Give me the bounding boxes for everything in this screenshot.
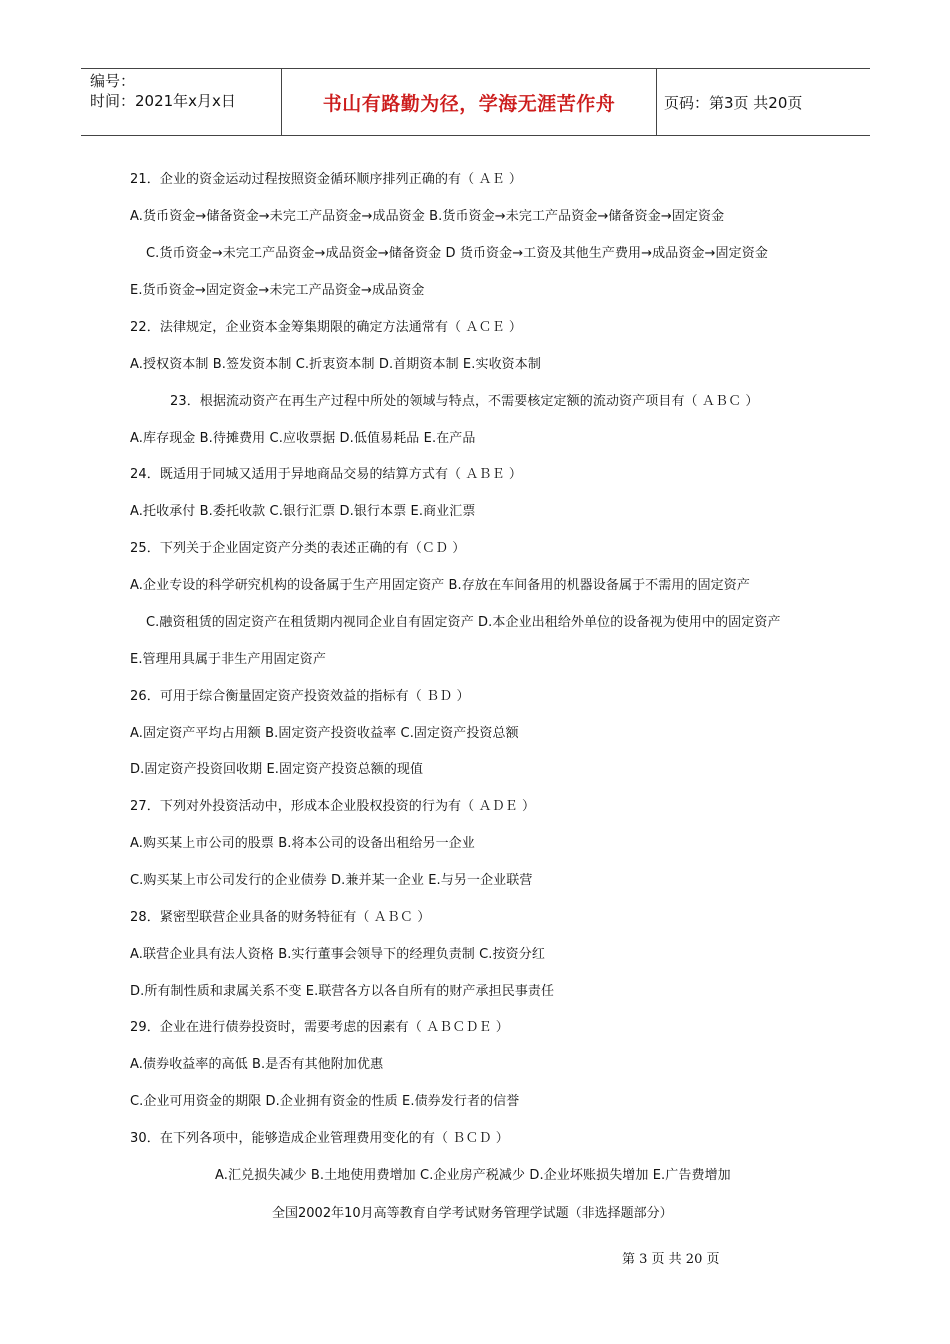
question-25: 25．下列关于企业固定资产分类的表述正确的有（ＣＤ ） — [130, 541, 466, 556]
date-label: 时间：2021年x月x日 — [90, 92, 236, 110]
header-info — [81, 69, 281, 135]
question-27-options-cde: C.购买某上市公司发行的企业债券 D.兼并某一企业 E.与另一企业联营 — [130, 873, 533, 888]
question-21-option-e: E.货币资金→固定资金→未完工产品资金→成品资金 — [130, 283, 425, 298]
question-25-options-cd: C.融资租赁的固定资产在租赁期内视同企业自有固定资产 D.本企业出租给外单位的设备视为使用中的固定资产 — [146, 615, 781, 630]
question-30: 30．在下列各项中，能够造成企业管理费用变化的有（ ＢＣＤ ） — [130, 1131, 509, 1146]
question-21-options-ab: A.货币资金→储备资金→未完工产品资金→成品资金 B.货币资金→未完工产品资金→储备资金→固定资金 — [130, 209, 725, 224]
question-30-options: A.汇兑损失减少 B.土地使用费增加 C.企业房产税减少 D.企业坏账损失增加 E.广告费增加 — [215, 1168, 731, 1183]
question-28: 28．紧密型联营企业具备的财务特征有（ ＡＢＣ ） — [130, 910, 431, 925]
question-27: 27．下列对外投资活动中，形成本企业股权投资的行为有（ ＡＤＥ ） — [130, 799, 536, 814]
question-29-options-ab: A.债券收益率的高低 B.是否有其他附加优惠 — [130, 1057, 384, 1072]
question-23: 23．根据流动资产在再生产过程中所处的领域与特点，不需要核定定额的流动资产项目有（ ＡＢＣ ） — [170, 394, 759, 409]
question-29: 29．企业在进行债券投资时，需要考虑的因素有（ ＡＢＣＤＥ ） — [130, 1020, 509, 1035]
page-header — [81, 68, 870, 136]
motto: 书山有路勤为径，学海无涯苦作舟 — [281, 69, 657, 135]
page-number-footer: 第 3 页 共 20 页 — [622, 1252, 720, 1267]
question-26-options-de: D.固定资产投资回收期 E.固定资产投资总额的现值 — [130, 762, 424, 777]
question-26: 26．可用于综合衡量固定资产投资效益的指标有（ ＢＤ ） — [130, 689, 470, 704]
question-28-options-abc: A.联营企业具有法人资格 B.实行董事会领导下的经理负责制 C.按资分红 — [130, 947, 545, 962]
question-28-options-de: D.所有制性质和隶属关系不变 E.联营各方以各自所有的财产承担民事责任 — [130, 984, 555, 999]
page-label: 页码：第3页 共20页 — [664, 93, 803, 112]
question-27-options-ab: A.购买某上市公司的股票 B.将本公司的设备出租给另一企业 — [130, 836, 475, 851]
question-25-options-ab: A.企业专设的科学研究机构的设备属于生产用固定资产 B.存放在车间备用的机器设备属于不需用的固定资产 — [130, 578, 750, 593]
exam-section-title: 全国2002年10月高等教育自学考试财务管理学试题（非选择题部分） — [272, 1206, 673, 1221]
question-21-options-cd: C.货币资金→未完工产品资金→成品资金→储备资金 D 货币资金→工资及其他生产费用→成品资金→固定资金 — [146, 246, 768, 261]
question-29-options-cde: C.企业可用资金的期限 D.企业拥有资金的性质 E.债券发行者的信誉 — [130, 1094, 520, 1109]
number-label: 编号： — [90, 72, 136, 90]
question-24-options: A.托收承付 B.委托收款 C.银行汇票 D.银行本票 E.商业汇票 — [130, 504, 476, 519]
question-21: 21．企业的资金运动过程按照资金循环顺序排列正确的有（ ＡＥ ） — [130, 172, 523, 187]
question-23-options: A.库存现金 B.待摊费用 C.应收票据 D.低值易耗品 E.在产品 — [130, 431, 476, 446]
question-22-options: A.授权资本制 B.签发资本制 C.折衷资本制 D.首期资本制 E.实收资本制 — [130, 357, 541, 372]
question-22: 22．法律规定，企业资本金筹集期限的确定方法通常有（ ＡＣＥ ） — [130, 320, 523, 335]
question-26-options-abc: A.固定资产平均占用额 B.固定资产投资收益率 C.固定资产投资总额 — [130, 726, 519, 741]
question-25-option-e: E.管理用具属于非生产用固定资产 — [130, 652, 326, 667]
question-24: 24．既适用于同城又适用于异地商品交易的结算方式有（ ＡＢＥ ） — [130, 467, 523, 482]
